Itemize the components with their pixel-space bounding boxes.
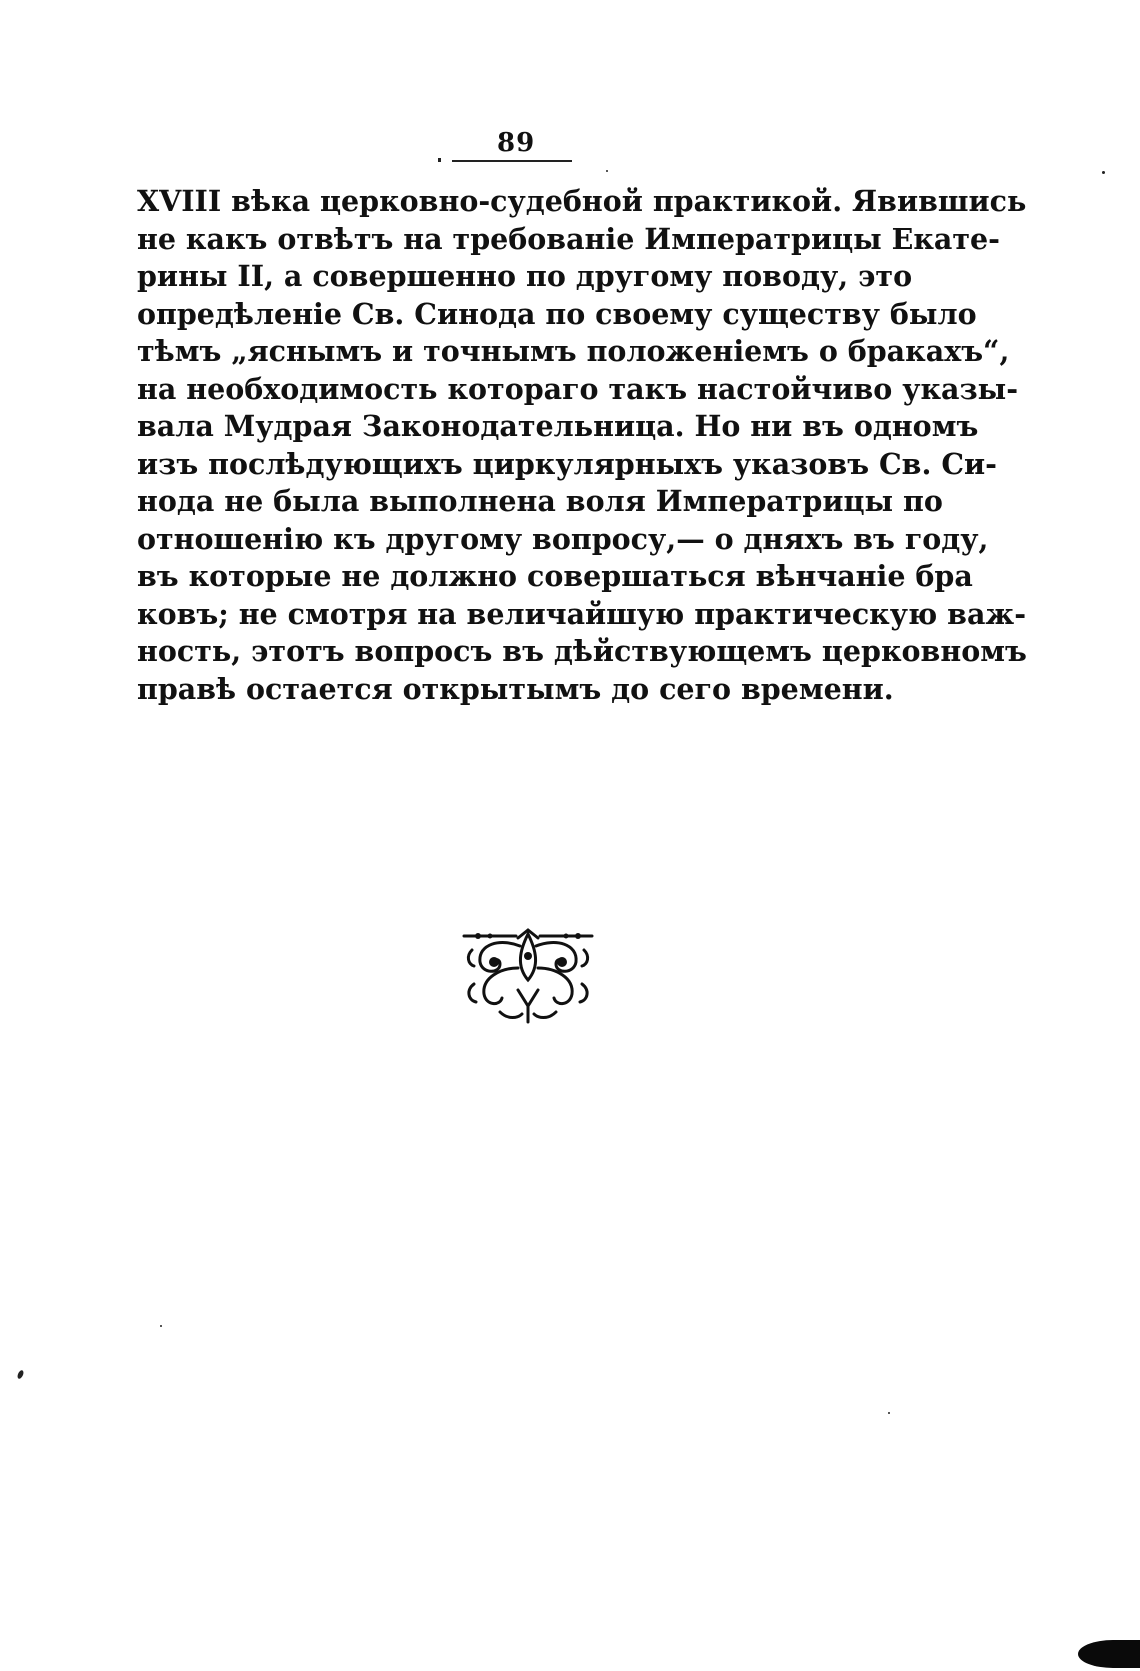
floral-ornament-icon — [460, 928, 596, 1028]
text-line: XVIII вѣка церковно-судебной практикой. Явившись — [137, 184, 1027, 218]
scan-speck — [606, 170, 608, 172]
text-line: нода не была выполнена воля Императрицы по — [137, 484, 943, 518]
text-line: ность, этотъ вопросъ въ дѣйствующемъ церковномъ — [137, 634, 1027, 668]
scan-edge-blot — [1078, 1640, 1140, 1668]
text-line: отношенію къ другому вопросу,— о дняхъ въ году, — [137, 521, 989, 556]
header-rule — [452, 160, 572, 162]
text-line: не какъ отвѣтъ на требованіе Императрицы Екате- — [137, 221, 1001, 256]
text-line: въ которые не должно совершаться вѣнчаніе бра — [137, 559, 973, 593]
header-rule-dot — [438, 158, 441, 162]
scan-speck — [1102, 171, 1105, 174]
text-line: на необходимость котораго такъ настойчиво указы- — [137, 371, 1019, 406]
text-line: тѣмъ „яснымъ и точнымъ положеніемъ о бракахъ“, — [137, 334, 1010, 368]
scan-speck — [16, 1369, 24, 1379]
body-text — [137, 183, 1027, 708]
text-line: опредѣленіе Св. Синода по своему существу было — [137, 296, 977, 331]
page-number: 89 — [497, 128, 536, 158]
text-line: вала Мудрая Законодательница. Но ни въ одномъ — [137, 409, 979, 443]
text-line: изъ послѣдующихъ циркулярныхъ указовъ Св. Си- — [137, 446, 997, 481]
text-line: рины II, а совершенно по другому поводу, это — [137, 259, 913, 293]
scan-speck — [888, 1412, 890, 1414]
text-line: правѣ остается открытымъ до сего времени. — [137, 671, 894, 706]
text-line: ковъ; не смотря на величайшую практическую важ- — [137, 596, 1027, 631]
scan-speck — [160, 1325, 162, 1327]
